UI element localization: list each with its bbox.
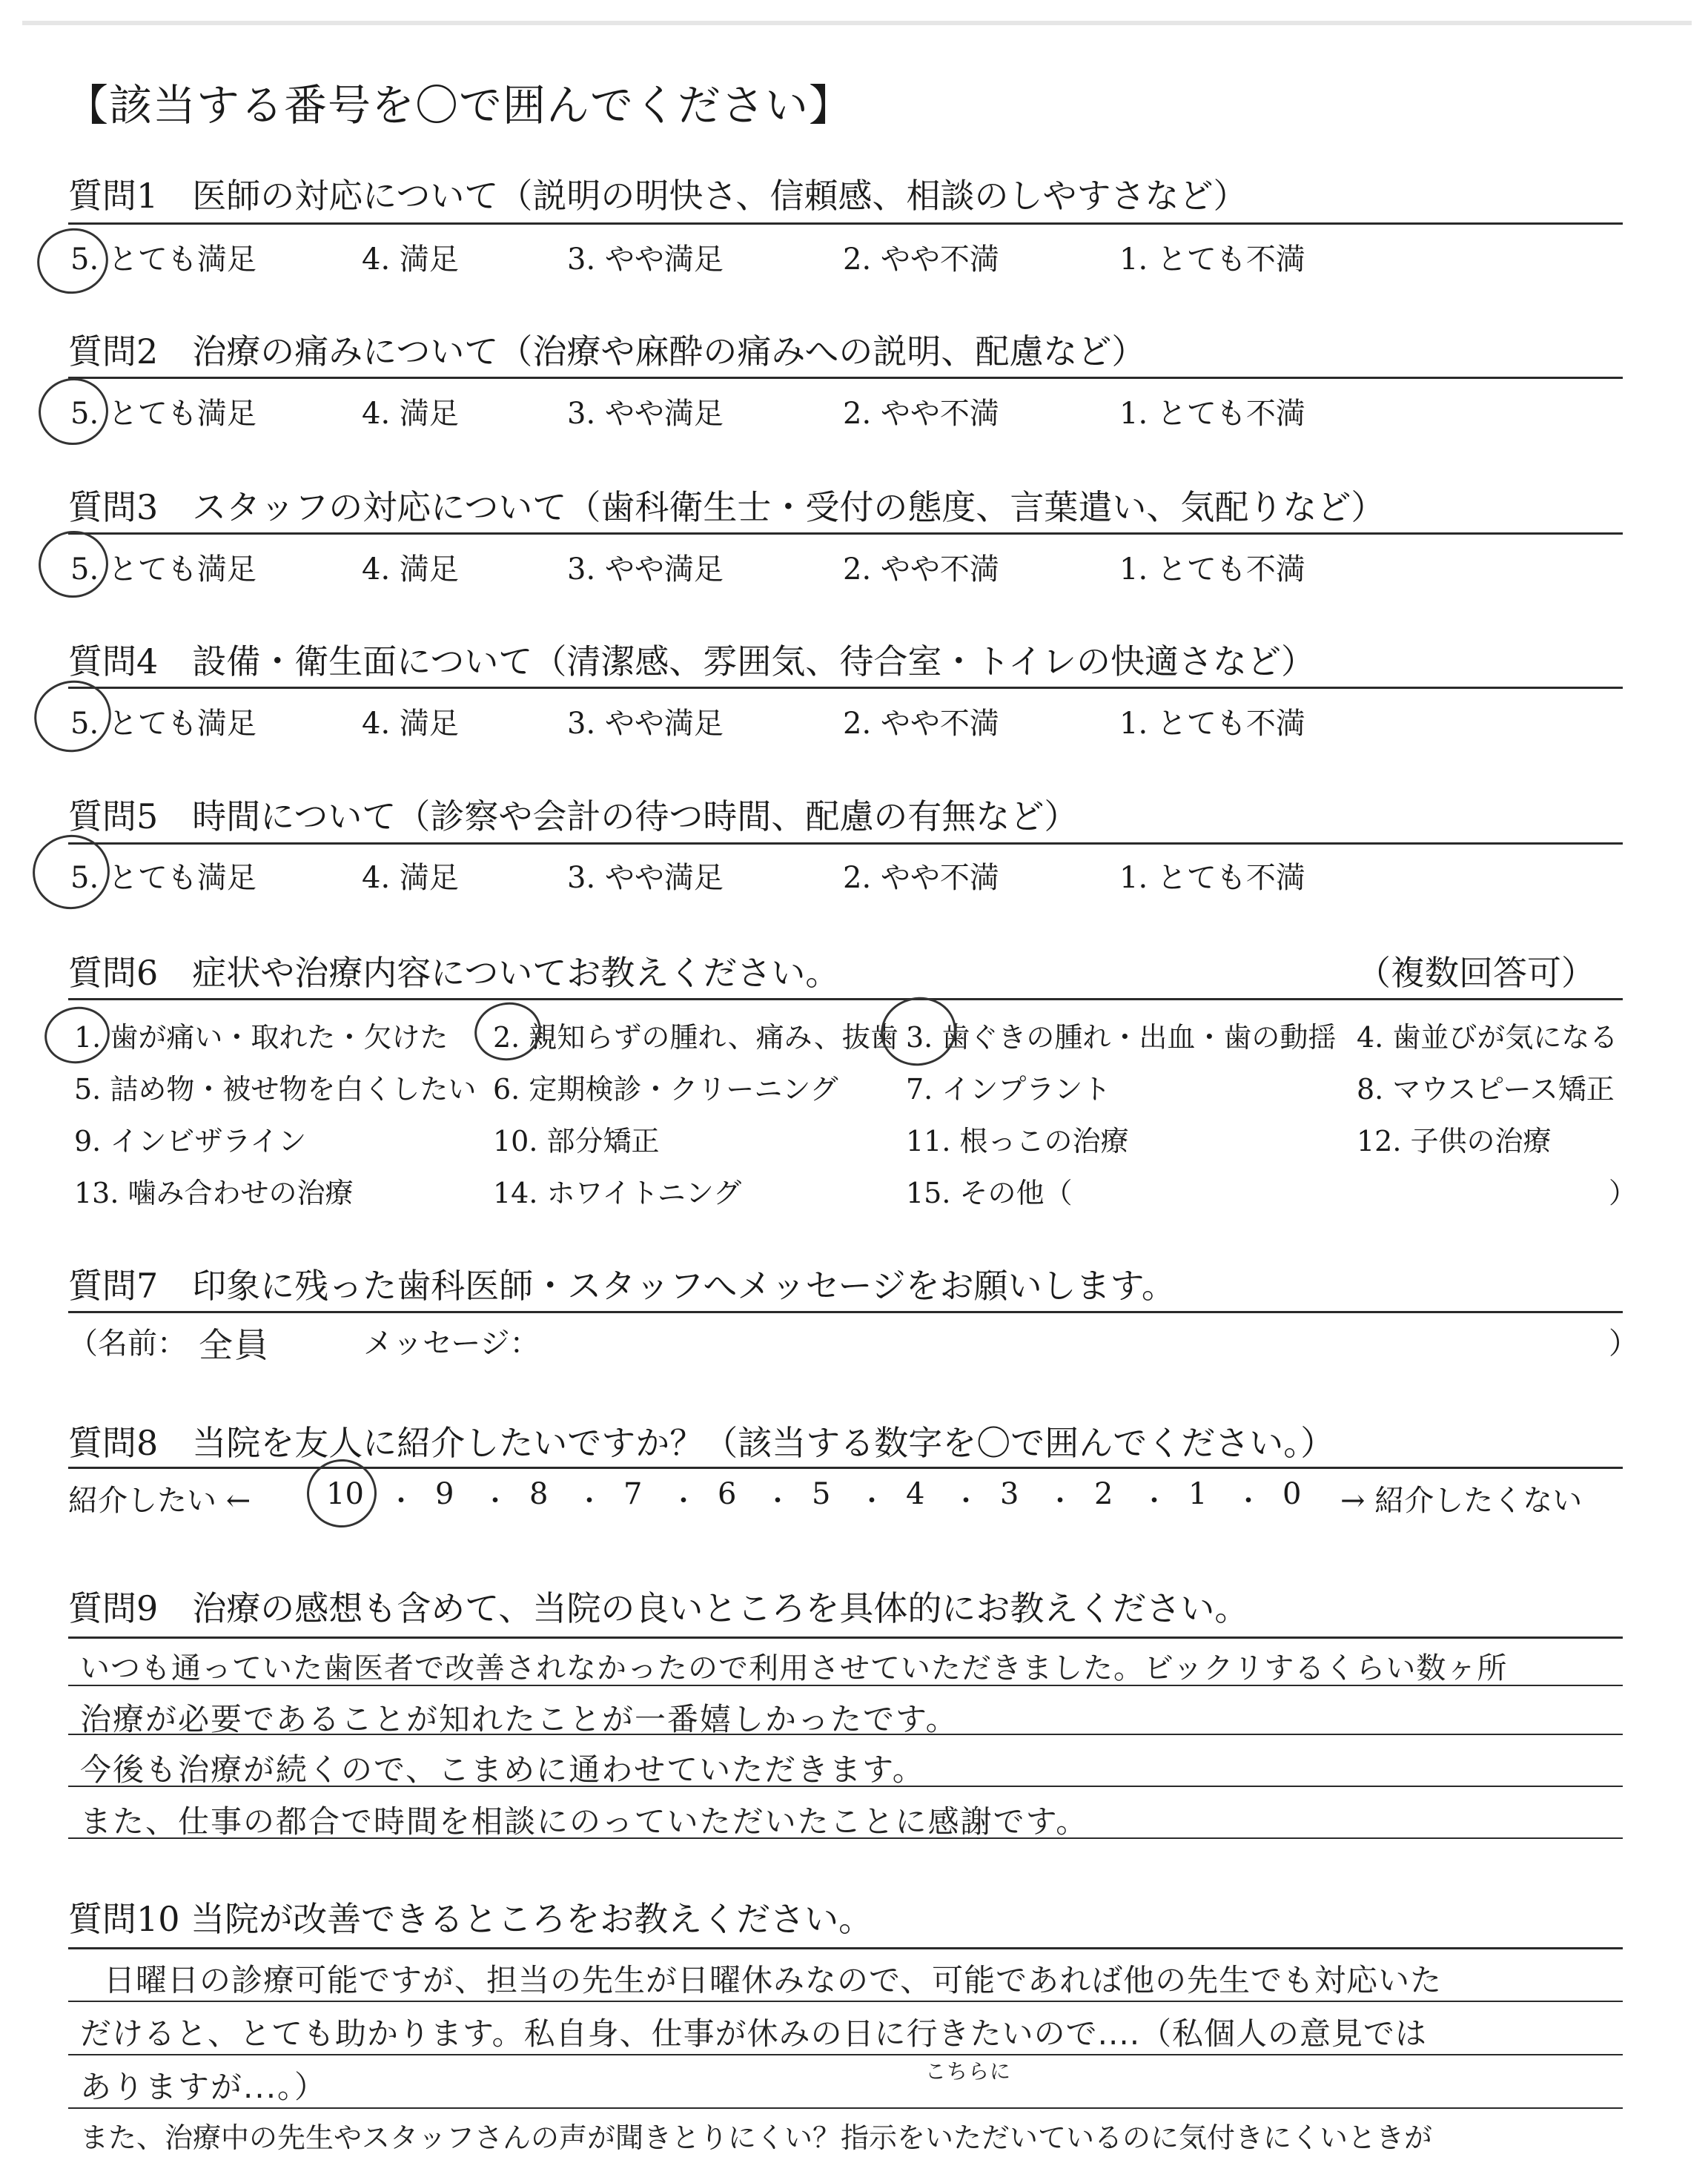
q6-option-10[interactable]: 10. 部分矯正	[493, 1125, 660, 1157]
q5-option-5[interactable]: 5. とても満足	[70, 861, 256, 895]
question-3-title: 質問3 スタッフの対応について（歯科衛生士・受付の態度、言葉遣い、気配りなど）	[68, 487, 1386, 527]
question-6-rule	[68, 998, 1623, 1000]
question-10-rule	[68, 1947, 1623, 1949]
q8-separator: ・	[1047, 1486, 1074, 1516]
q8-number-5[interactable]: 5	[812, 1477, 831, 1511]
question-8-rule	[68, 1467, 1623, 1469]
q5-selected-circle-mark	[26, 828, 117, 916]
q6-option-11[interactable]: 11. 根っこの治療	[906, 1125, 1129, 1157]
q9-handwritten-line-2[interactable]: 治療が必要であることが知れたことが一番嬉しかったです。	[80, 1701, 959, 1737]
q6-option-6[interactable]: 6. 定期検診・クリーニング	[493, 1073, 838, 1106]
q10-handwritten-line-4[interactable]: また、治療中の先生やスタッフさんの声が聞きとりにくい？指示をいただいているのに気付きにくいときが	[80, 2121, 1433, 2154]
q1-option-3[interactable]: 3. やや満足	[567, 242, 724, 277]
q8-separator: ・	[1141, 1486, 1168, 1516]
q9-handwritten-line-1[interactable]: いつも通っていた歯医者で改善されなかったので利用させていただきました。ビックリするくらい数ヶ所	[80, 1651, 1508, 1685]
q8-number-9[interactable]: 9	[435, 1477, 454, 1511]
q5-option-4[interactable]: 4. 満足	[362, 861, 459, 895]
q6-option-2[interactable]: 2. 親知らずの腫れ、痛み、抜歯	[493, 1021, 898, 1054]
q9-handwritten-line-3[interactable]: 今後も治療が続くので、こまめに通わせていただきます。	[80, 1751, 925, 1788]
q4-selected-circle-mark	[27, 673, 119, 760]
q10-handwritten-line-1[interactable]: 日曜日の診療可能ですが、担当の先生が日曜休みなので、可能であれば他の先生でも対応いた	[104, 1962, 1443, 1998]
q8-separator: ・	[670, 1486, 698, 1516]
question-2-title: 質問2 治療の痛みについて（治療や麻酔の痛みへの説明、配慮など）	[68, 331, 1146, 371]
q6-option-2-circle-mark	[470, 997, 546, 1066]
q8-number-0[interactable]: 0	[1282, 1477, 1302, 1511]
q4-option-5[interactable]: 5. とても満足	[70, 707, 256, 741]
q2-selected-circle-mark	[33, 373, 113, 451]
question-9-rule	[68, 1636, 1623, 1639]
q2-option-2[interactable]: 2. やや不満	[843, 397, 999, 431]
q5-option-2[interactable]: 2. やや不満	[843, 861, 999, 895]
q6-option-1-circle-mark	[40, 1002, 114, 1069]
q1-option-5[interactable]: 5. とても満足	[70, 242, 256, 277]
q2-option-1[interactable]: 1. とても不満	[1119, 397, 1305, 431]
question-1-rule	[68, 222, 1623, 225]
q4-option-2[interactable]: 2. やや不満	[843, 707, 999, 741]
q3-option-2[interactable]: 2. やや不満	[843, 552, 999, 587]
q3-option-3[interactable]: 3. やや満足	[567, 552, 724, 587]
q4-option-1[interactable]: 1. とても不満	[1119, 707, 1305, 741]
q3-option-5[interactable]: 5. とても満足	[70, 552, 256, 587]
q4-option-3[interactable]: 3. やや満足	[567, 707, 724, 741]
question-5-rule	[68, 842, 1623, 845]
q2-option-5[interactable]: 5. とても満足	[70, 397, 256, 431]
question-4-rule	[68, 687, 1623, 689]
q7-close-paren: ）	[1609, 1327, 1638, 1361]
q8-separator: ・	[576, 1486, 603, 1516]
q2-option-4[interactable]: 4. 満足	[362, 397, 459, 431]
question-6-title: 質問6 症状や治療内容についてお教えください。	[68, 953, 840, 993]
q6-option-3[interactable]: 3. 歯ぐきの腫れ・出血・歯の動揺	[906, 1021, 1337, 1054]
q6-option-15-other[interactable]: 15. その他（	[906, 1177, 1073, 1209]
q6-other-close-paren: ）	[1609, 1177, 1638, 1209]
q6-option-4[interactable]: 4. 歯並びが気になる	[1357, 1021, 1618, 1054]
q6-option-3-circle-mark	[875, 990, 963, 1072]
q8-number-7[interactable]: 7	[623, 1477, 643, 1511]
q1-option-2[interactable]: 2. やや不満	[843, 242, 999, 277]
question-2-rule	[68, 377, 1623, 379]
q1-option-4[interactable]: 4. 満足	[362, 242, 459, 277]
q8-separator: ・	[858, 1486, 886, 1516]
question-6-note: （複数回答可）	[1357, 953, 1595, 993]
q10-writing-line	[68, 2001, 1623, 2002]
q6-option-12[interactable]: 12. 子供の治療	[1357, 1125, 1552, 1157]
page-top-edge	[22, 21, 1692, 25]
q10-insert-note: こちらに	[925, 2059, 1012, 2084]
page-heading: 【該当する番号を〇で囲んでください】	[65, 80, 853, 131]
question-9-title: 質問9 治療の感想も含めて、当院の良いところを具体的にお教えください。	[68, 1588, 1249, 1628]
question-10-title: 質問10 当院が改善できるところをお教えください。	[68, 1899, 873, 1939]
q10-writing-line	[68, 2054, 1623, 2055]
q5-option-1[interactable]: 1. とても不満	[1119, 861, 1305, 895]
q8-number-6[interactable]: 6	[718, 1477, 737, 1511]
q3-option-1[interactable]: 1. とても不満	[1119, 552, 1305, 587]
q8-number-10[interactable]: 10	[326, 1477, 364, 1511]
q8-separator: ・	[953, 1486, 980, 1516]
q8-right-label: → 紹介したくない	[1340, 1484, 1583, 1518]
q6-option-8[interactable]: 8. マウスピース矯正	[1357, 1073, 1615, 1106]
q8-separator: ・	[482, 1486, 509, 1516]
q8-separator: ・	[388, 1486, 415, 1516]
q8-number-3[interactable]: 3	[1000, 1477, 1019, 1511]
q8-number-1[interactable]: 1	[1188, 1477, 1208, 1511]
question-7-rule	[68, 1311, 1623, 1313]
q1-selected-circle-mark	[31, 222, 114, 300]
q10-writing-line	[68, 2107, 1623, 2109]
q6-option-14[interactable]: 14. ホワイトニング	[493, 1177, 742, 1209]
q6-option-9[interactable]: 9. インビザライン	[74, 1125, 307, 1157]
q8-left-label: 紹介したい ←	[68, 1484, 251, 1518]
q5-option-3[interactable]: 3. やや満足	[567, 861, 724, 895]
q8-separator: ・	[1235, 1486, 1262, 1516]
q7-name-label: （名前：	[68, 1327, 187, 1361]
question-8-title: 質問8 当院を友人に紹介したいですか？（該当する数字を〇で囲んでください。）	[68, 1423, 1335, 1463]
question-5-title: 質問5 時間について（診察や会計の待つ時間、配慮の有無など）	[68, 796, 1079, 836]
q3-selected-circle-mark	[33, 526, 113, 604]
q8-number-2[interactable]: 2	[1094, 1477, 1113, 1511]
q6-option-13[interactable]: 13. 噛み合わせの治療	[74, 1177, 354, 1209]
question-1-title: 質問1 医師の対応について（説明の明快さ、信頼感、相談のしやすさなど）	[68, 176, 1248, 216]
q6-option-7[interactable]: 7. インプラント	[906, 1073, 1111, 1106]
q7-name-handwritten[interactable]: 全員	[199, 1325, 270, 1365]
q2-option-3[interactable]: 3. やや満足	[567, 397, 724, 431]
q3-option-4[interactable]: 4. 満足	[362, 552, 459, 587]
q7-message-label: メッセージ：	[363, 1327, 540, 1361]
q8-number-8[interactable]: 8	[529, 1477, 549, 1511]
q6-option-1[interactable]: 1. 歯が痛い・取れた・欠けた	[74, 1021, 448, 1054]
q9-handwritten-line-4[interactable]: また、仕事の都合で時間を相談にのっていただいたことに感謝です。	[80, 1803, 1089, 1840]
q4-option-4[interactable]: 4. 満足	[362, 707, 459, 741]
q10-handwritten-line-3[interactable]: ありますが...。）	[80, 2069, 328, 2105]
question-7-title: 質問7 印象に残った歯科医師・スタッフへメッセージをお願いします。	[68, 1266, 1176, 1306]
q10-handwritten-line-2[interactable]: だけると、とても助かります。私自身、仕事が休みの日に行きたいので....（私個人の意見では	[80, 2015, 1428, 2052]
question-4-title: 質問4 設備・衛生面について（清潔感、雰囲気、待合室・トイレの快適さなど）	[68, 641, 1316, 681]
question-3-rule	[68, 532, 1623, 535]
q8-separator: ・	[764, 1486, 792, 1516]
q6-option-5[interactable]: 5. 詰め物・被せ物を白くしたい	[74, 1073, 477, 1106]
q8-number-4[interactable]: 4	[906, 1477, 925, 1511]
q1-option-1[interactable]: 1. とても不満	[1119, 242, 1305, 277]
